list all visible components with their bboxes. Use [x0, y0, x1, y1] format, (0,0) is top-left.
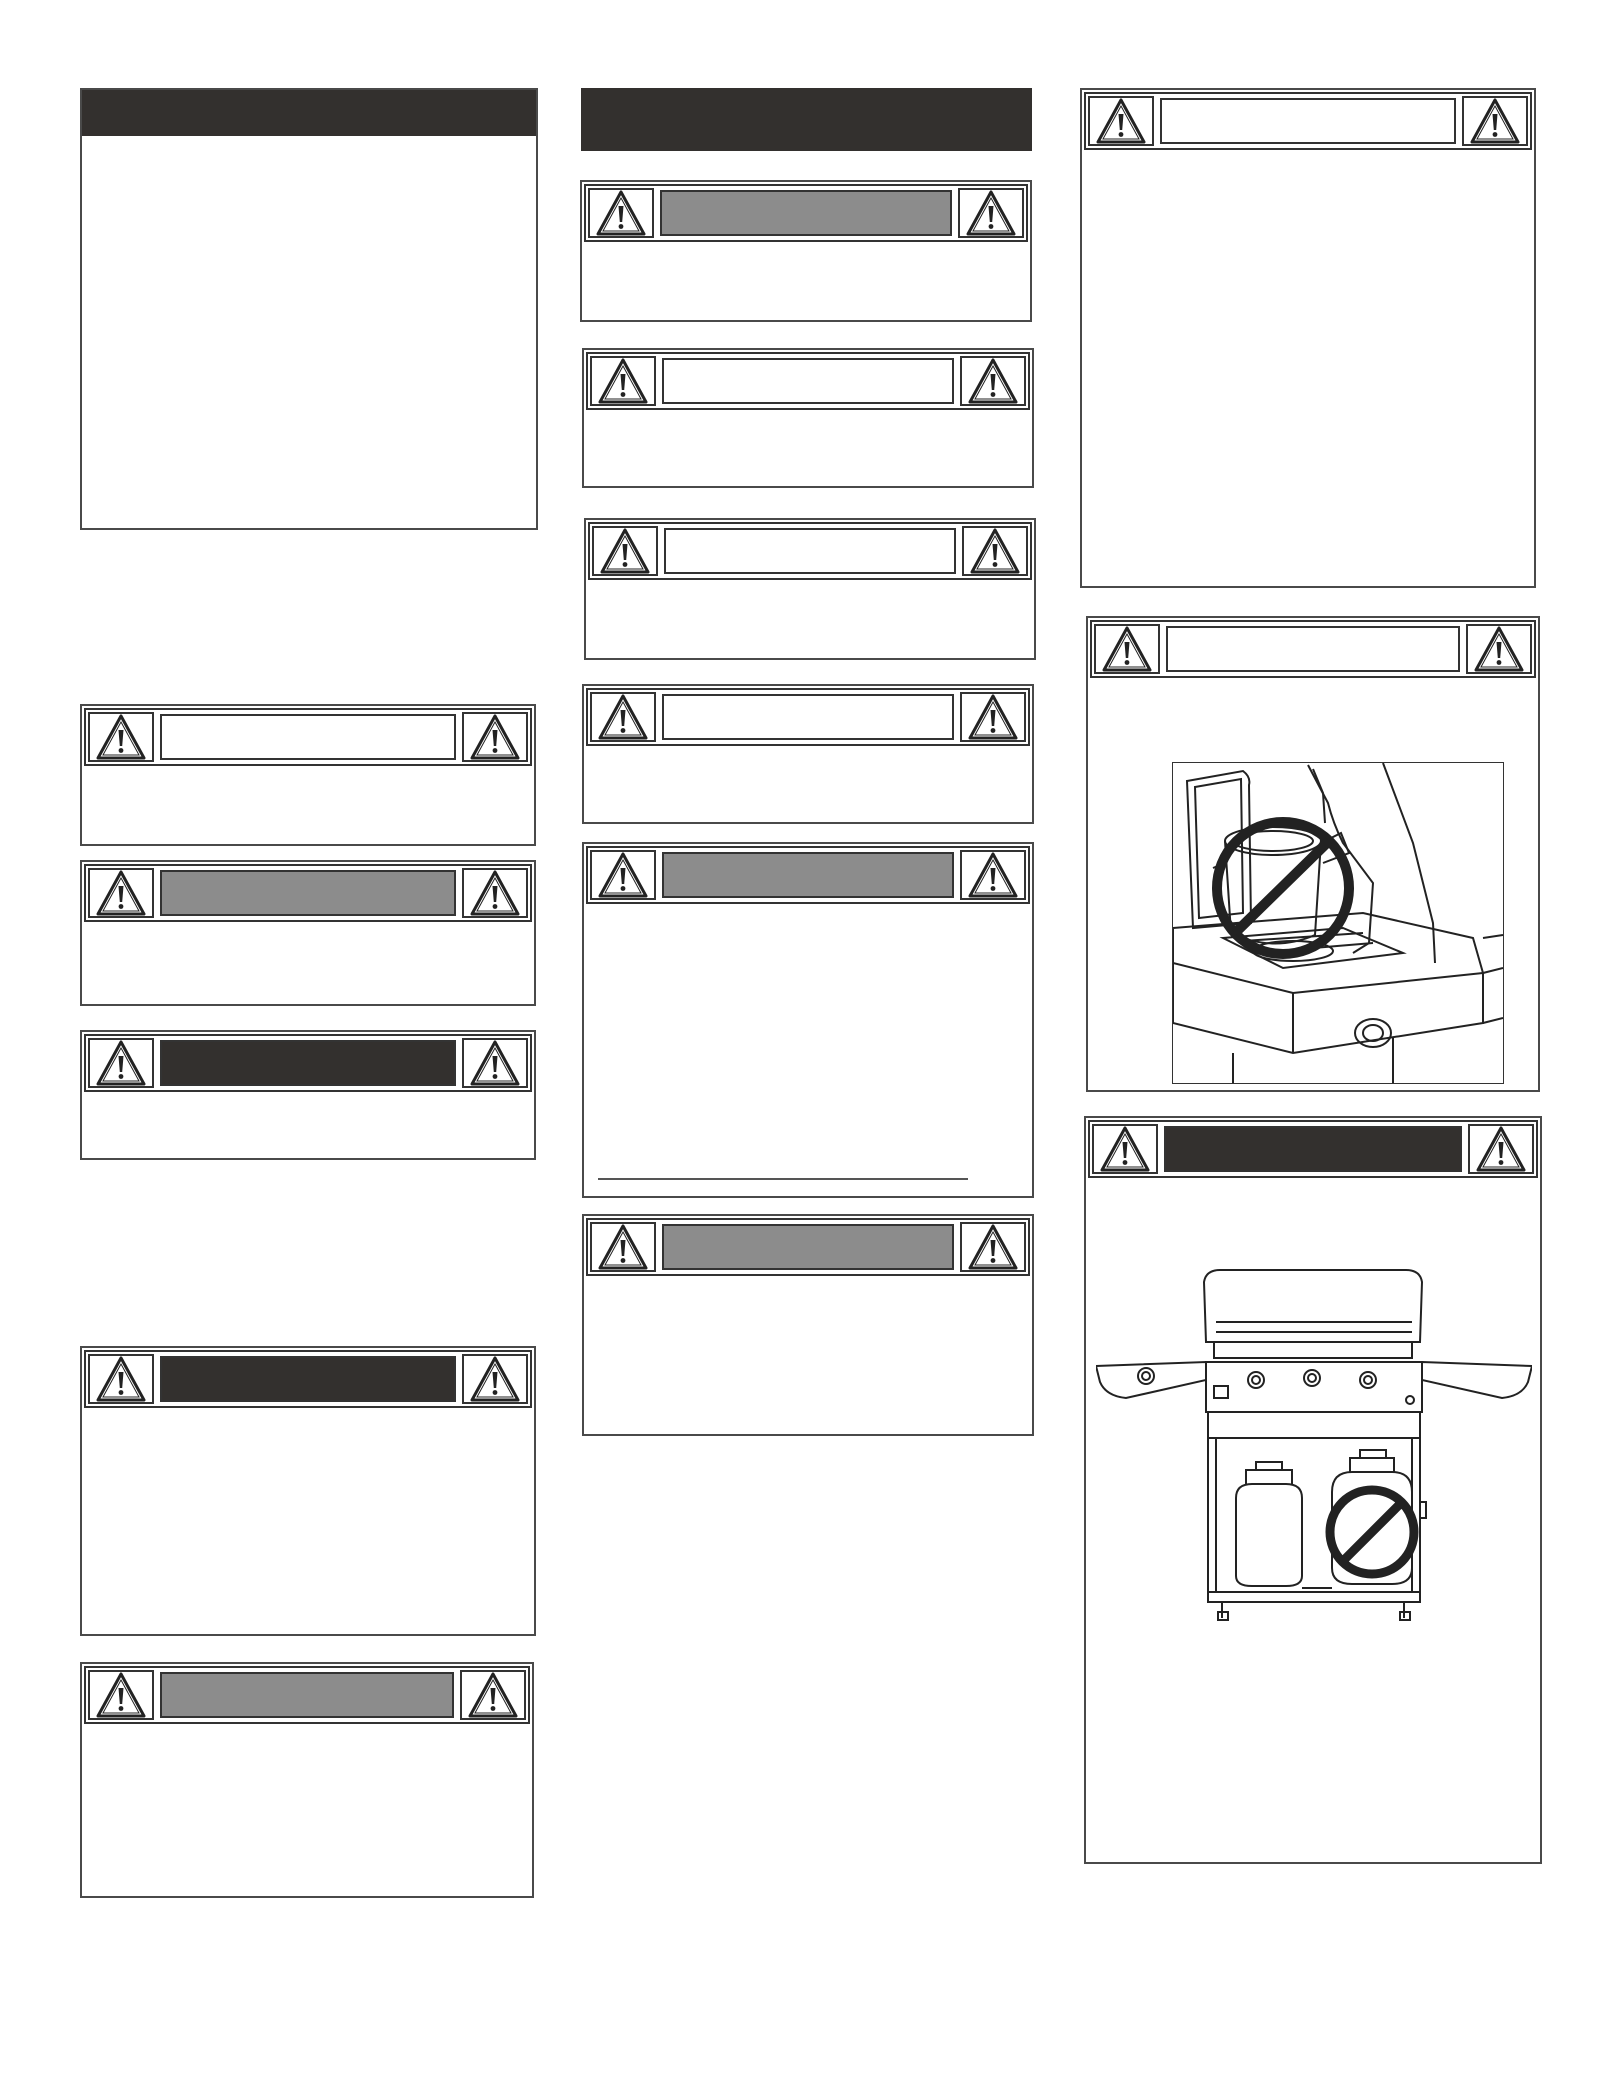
section-header-middle [581, 88, 1032, 151]
warning-triangle-icon [462, 868, 528, 918]
warning-strip [84, 708, 532, 766]
warning-strip [84, 1666, 530, 1724]
grill-tank-illustration [1096, 1262, 1532, 1638]
warning-triangle-icon [460, 1670, 526, 1720]
warning-box-l2 [80, 860, 536, 1006]
warning-triangle-icon [88, 1670, 154, 1720]
warning-strip [1090, 620, 1536, 678]
warning-label [660, 190, 952, 236]
warning-triangle-icon [88, 712, 154, 762]
info-box-header [82, 90, 536, 136]
signature-line [598, 1178, 968, 1180]
warning-triangle-icon [1088, 96, 1154, 146]
prohibited-circle-icon [1330, 1490, 1414, 1574]
warning-strip [586, 846, 1030, 904]
warning-box-m5 [582, 842, 1034, 1198]
warning-strip [586, 352, 1030, 410]
warning-strip [84, 864, 532, 922]
warning-box-l5 [80, 1662, 534, 1898]
warning-triangle-icon [592, 526, 658, 576]
warning-strip [84, 1034, 532, 1092]
warning-triangle-icon [88, 1354, 154, 1404]
warning-label [662, 852, 954, 898]
warning-label [662, 1224, 954, 1270]
warning-triangle-icon [590, 356, 656, 406]
warning-triangle-icon [88, 1038, 154, 1088]
warning-triangle-icon [590, 692, 656, 742]
warning-triangle-icon [462, 1354, 528, 1404]
warning-label [662, 358, 954, 404]
warning-strip [1084, 92, 1532, 150]
warning-label [1164, 1126, 1462, 1172]
warning-strip [84, 1350, 532, 1408]
warning-box-r3 [1084, 1116, 1542, 1864]
warning-triangle-icon [590, 1222, 656, 1272]
warning-strip [588, 522, 1032, 580]
warning-box-m1 [580, 180, 1032, 322]
warning-label [1160, 98, 1456, 144]
warning-box-l1 [80, 704, 536, 846]
warning-label [662, 694, 954, 740]
warning-strip [1088, 1120, 1538, 1178]
warning-box-m4 [582, 684, 1034, 824]
warning-triangle-icon [960, 692, 1026, 742]
warning-strip [586, 1218, 1030, 1276]
warning-label [1166, 626, 1460, 672]
warning-box-m6 [582, 1214, 1034, 1436]
warning-triangle-icon [590, 850, 656, 900]
warning-triangle-icon [462, 712, 528, 762]
warning-triangle-icon [88, 868, 154, 918]
warning-label [664, 528, 956, 574]
warning-triangle-icon [962, 526, 1028, 576]
warning-box-r2 [1086, 616, 1540, 1092]
prohibited-circle-icon [1217, 822, 1349, 954]
warning-strip [584, 184, 1028, 242]
warning-triangle-icon [958, 188, 1024, 238]
side-burner-illustration [1173, 763, 1503, 1083]
warning-label [160, 1040, 456, 1086]
warning-triangle-icon [960, 1222, 1026, 1272]
side-burner-pot-prohibited-figure [1172, 762, 1504, 1084]
warning-triangle-icon [462, 1038, 528, 1088]
warning-box-m3 [584, 518, 1036, 660]
warning-triangle-icon [1468, 1124, 1534, 1174]
warning-triangle-icon [588, 188, 654, 238]
warning-label [160, 1356, 456, 1402]
warning-box-m2 [582, 348, 1034, 488]
warning-box-r1 [1080, 88, 1536, 588]
warning-triangle-icon [960, 850, 1026, 900]
warning-strip [586, 688, 1030, 746]
warning-triangle-icon [1462, 96, 1528, 146]
warning-label [160, 870, 456, 916]
warning-label [160, 714, 456, 760]
warning-box-l4 [80, 1346, 536, 1636]
warning-triangle-icon [1094, 624, 1160, 674]
spare-tank-storage-prohibited-figure [1096, 1262, 1532, 1638]
warning-triangle-icon [960, 356, 1026, 406]
warning-triangle-icon [1466, 624, 1532, 674]
warning-triangle-icon [1092, 1124, 1158, 1174]
warning-label [160, 1672, 454, 1718]
info-box-left [80, 88, 538, 530]
warning-box-l3 [80, 1030, 536, 1160]
